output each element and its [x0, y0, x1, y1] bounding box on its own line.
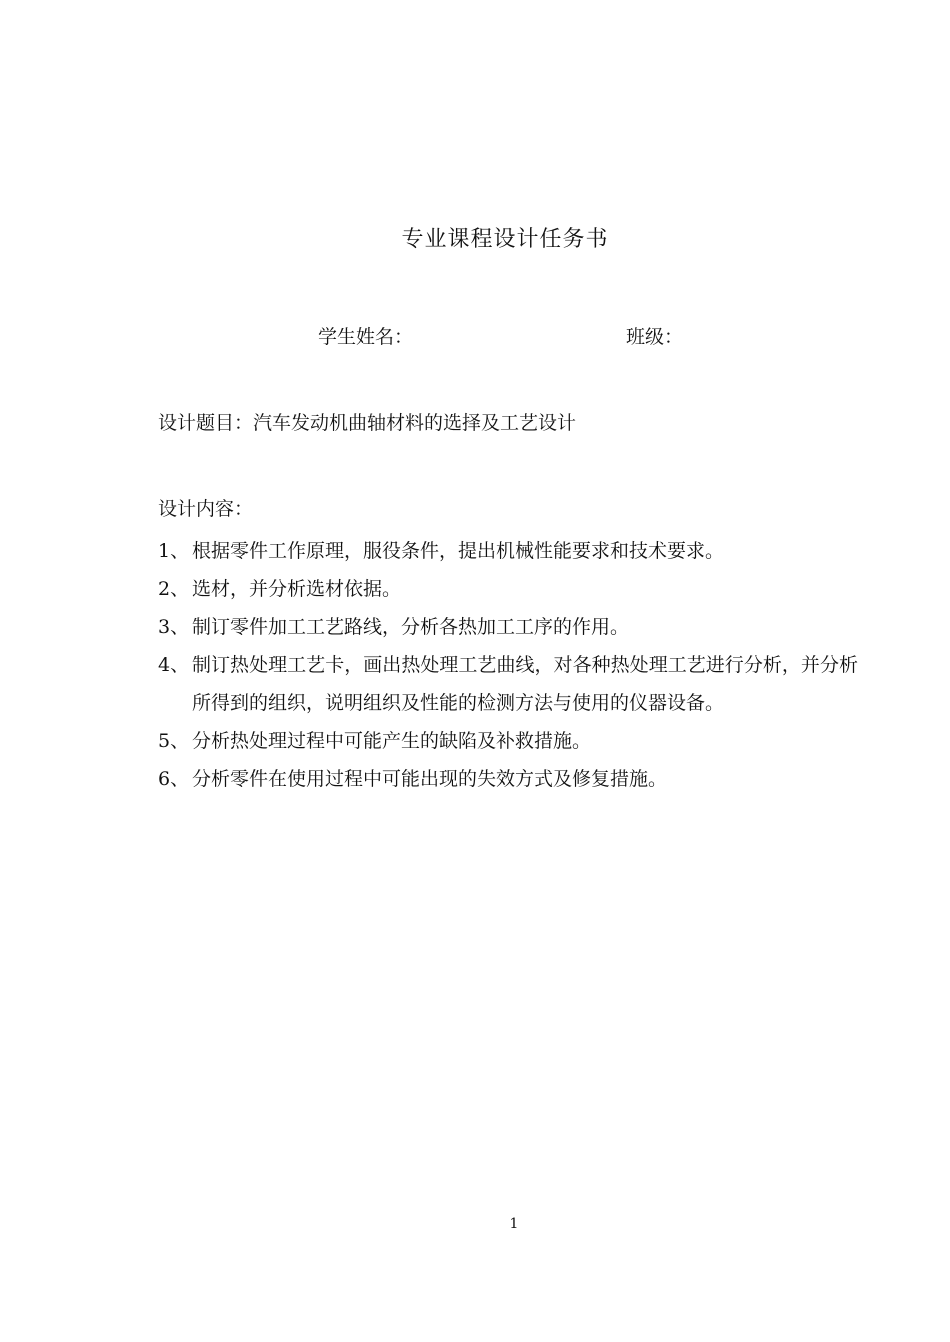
list-item-number: 3、 [158, 616, 190, 638]
design-topic: 设计题目：汽车发动机曲轴材料的选择及工艺设计 [158, 412, 577, 434]
list-item-number: 5、 [158, 730, 190, 752]
list-item-number: 4、 [158, 654, 190, 676]
page-number: 1 [509, 1216, 519, 1232]
document-title: 专业课程设计任务书 [401, 227, 609, 252]
list-item-number: 6、 [158, 768, 190, 790]
list-item [158, 722, 858, 760]
list-item-text: 制订零件加工工艺路线，分析各热加工工序的作用。 [192, 616, 630, 638]
list-item [158, 760, 858, 798]
list-item-text: 分析零件在使用过程中可能出现的失效方式及修复措施。 [192, 768, 668, 790]
list-item [158, 570, 858, 608]
list-item-text: 选材，并分析选材依据。 [192, 578, 402, 600]
list-item-number: 2、 [158, 578, 190, 600]
design-content-list [158, 532, 858, 798]
list-item [158, 532, 858, 570]
class-label: 班级： [626, 326, 684, 348]
student-name-label: 学生姓名： [318, 326, 414, 348]
list-item [158, 646, 858, 722]
list-item-text: 分析热处理过程中可能产生的缺陷及补救措施。 [192, 730, 592, 752]
list-item-text: 制订热处理工艺卡，画出热处理工艺曲线，对各种热处理工艺进行分析，并分析所得到的组织，说明组织及性能的检测方法与使用的仪器设备。 [192, 654, 858, 714]
list-item-text: 根据零件工作原理，服役条件，提出机械性能要求和技术要求。 [192, 540, 725, 562]
list-item [158, 608, 858, 646]
list-item-number: 1、 [158, 540, 190, 562]
design-content-heading: 设计内容： [158, 498, 254, 520]
